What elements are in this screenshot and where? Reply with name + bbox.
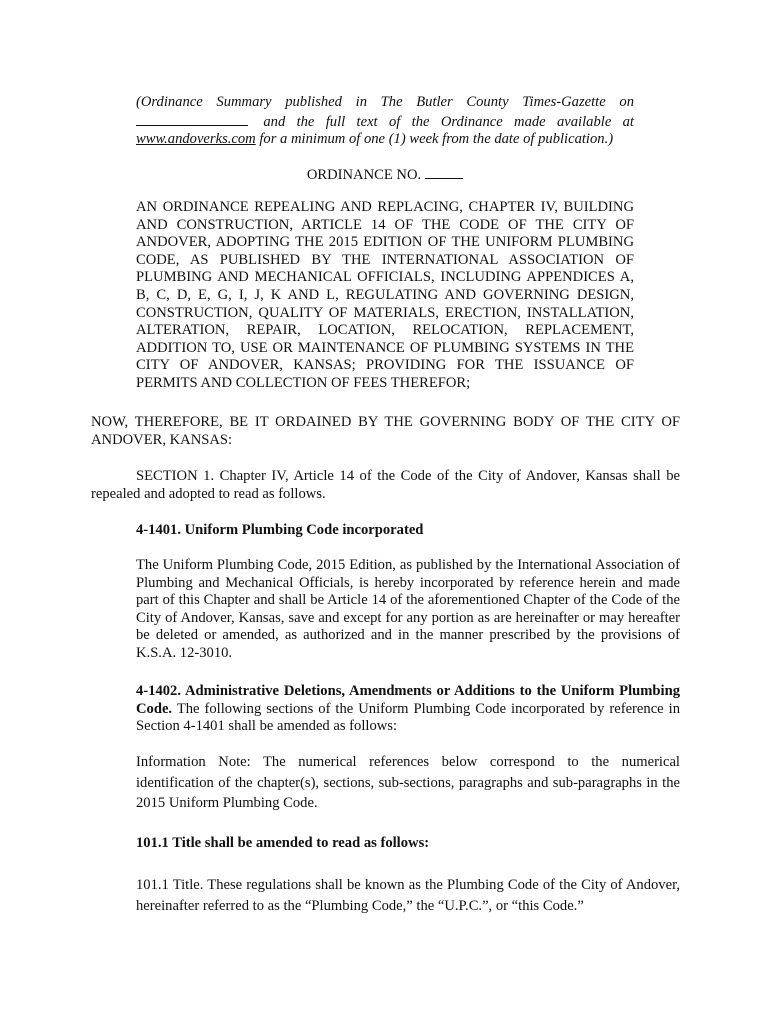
now-therefore-text: NOW, THEREFORE, BE IT ORDAINED BY THE GOVERNING BODY OF THE CITY OF ANDOVER, KANSAS: (91, 414, 680, 448)
summary-line-1: (Ordinance Summary published in The Butler County Times-Gazette on (136, 94, 634, 110)
information-note: Information Note: The numerical references below correspond to the numerical identification of the chapter(s), sections, sub-sections, paragraphs and sub-paragraphs in the 2015 Uniform Plumbing Code. (136, 754, 680, 811)
paragraph-4-1401: The Uniform Plumbing Code, 2015 Edition, as published by the International Association of Plumbing and Mechanical Officials, is hereby incorporated by reference herein and made part of this Chapter and shall be Article 14 of the aforementioned Chapter of the Code of the City of Andover, Kansas, save and except for any portion as are hereinafter or may hereafter be deleted or amended, as authorized and in the manner prescribed by the provisions of K.S.A. 12-3010. (136, 557, 680, 661)
heading-101-1: 101.1 Title shall be amended to read as follows: (136, 835, 430, 851)
section-1-paragraph (91, 468, 680, 503)
summary-line-3 (136, 131, 634, 149)
heading-4-1402: 4-1402. Administrative Deletions, Amendments or Additions to the Uniform Plumbing Code. (136, 683, 680, 717)
date-blank[interactable] (136, 112, 248, 126)
heading-4-1401: 4-1401. Uniform Plumbing Code incorporated (136, 522, 424, 538)
ordinance-number (0, 165, 770, 185)
summary-line-3-text: for a minimum of one (1) week from the date of publication.) (259, 131, 614, 148)
andoverks-link[interactable]: www.andoverks.com (136, 131, 256, 148)
paragraph-4-1402-text: The following sections of the Uniform Plumbing Code incorporated by reference in Section 4-1401 shall be amended as follows: (136, 700, 680, 735)
publication-summary (136, 94, 634, 149)
now-therefore-paragraph (91, 414, 680, 449)
paragraph-101-1: 101.1 Title. These regulations shall be known as the Plumbing Code of the City of Andover, hereinafter referred to as the “Plumbing Code,” the “U.P.C.”, or “this Code.” (136, 877, 680, 914)
ordinance-number-blank[interactable] (425, 165, 463, 179)
section-1-text: SECTION 1. Chapter IV, Article 14 of the Code of the City of Andover, Kansas shall be repealed and adopted to read as follows. (91, 468, 680, 502)
summary-line-2 (136, 112, 634, 132)
paragraph-4-1402 (136, 683, 680, 736)
ordinance-number-label: ORDINANCE NO. (306, 167, 422, 183)
summary-line-2-text: and the full text of the Ordinance made available at (263, 113, 634, 130)
ordinance-title: AN ORDINANCE REPEALING AND REPLACING, CHAPTER IV, BUILDING AND CONSTRUCTION, ARTICLE 14 OF THE CODE OF THE CITY OF ANDOVER, ADOPTING THE 2015 EDITION OF THE UNIFORM PLUMBING CODE, AS PUBLISHED BY THE INTERNATIONAL ASSOCIATION OF PLUMBING AND MECHANICAL OFFICIALS, INCLUDING APPENDICES A, B, C, D, E, G, I, J, K AND L, REGULATING AND GOVERNING DESIGN, CONSTRUCTION, QUALITY OF MATERIALS, ERECTION, INSTALLATION, ALTERATION, REPAIR, LOCATION, RELOCATION, REPLACEMENT, ADDITION TO, USE OR MAINTENANCE OF PLUMBING SYSTEMS IN THE CITY OF ANDOVER, KANSAS; PROVIDING FOR THE ISSUANCE OF PERMITS AND COLLECTION OF FEES THEREFOR; (136, 199, 634, 391)
